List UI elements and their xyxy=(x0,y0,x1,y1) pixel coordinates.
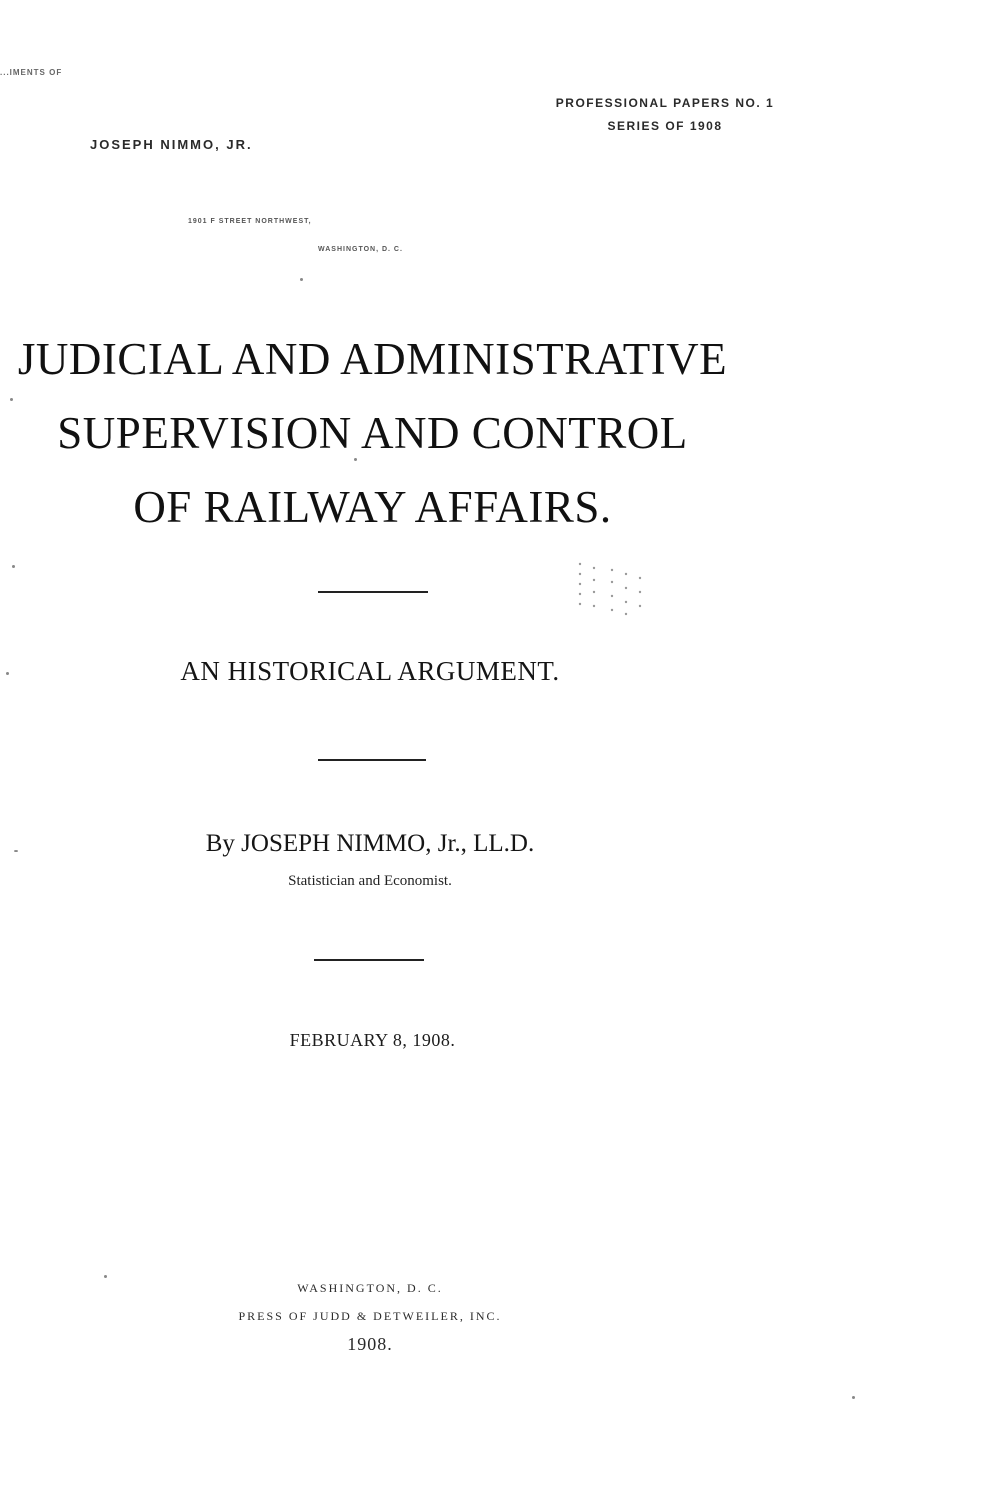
address-line-1: 1901 F STREET NORTHWEST, xyxy=(188,218,312,225)
divider-rule-2 xyxy=(318,759,426,761)
series-line-2: SERIES OF 1908 xyxy=(607,119,723,133)
imprint-press: PRESS OF JUDD & DETWEILER, INC. xyxy=(238,1309,502,1323)
document-title xyxy=(0,322,745,544)
divider-rule-3 xyxy=(314,959,424,961)
paper-speck xyxy=(300,278,303,281)
subtitle: AN HISTORICAL ARGUMENT. xyxy=(180,656,560,686)
author-byline: By JOSEPH NIMMO, Jr., LL.D. xyxy=(205,830,535,857)
author-stamp: JOSEPH NIMMO, JR. xyxy=(90,137,253,152)
paper-speck xyxy=(354,458,357,461)
corner-stamp: ...IMENTS OF xyxy=(0,68,63,77)
series-stamp xyxy=(520,92,810,138)
title-line-2: SUPERVISION AND CONTROL xyxy=(57,408,688,458)
series-line-1: PROFESSIONAL PAPERS NO. 1 xyxy=(555,96,775,110)
author-profession: Statistician and Economist. xyxy=(288,873,452,889)
address-line-2: WASHINGTON, D. C. xyxy=(318,246,403,253)
paper-speck xyxy=(852,1396,855,1399)
paper-speck xyxy=(12,565,15,568)
divider-rule-1 xyxy=(318,591,428,593)
paper-speck xyxy=(6,672,9,675)
publication-date: FEBRUARY 8, 1908. xyxy=(289,1030,456,1050)
imprint-city: WASHINGTON, D. C. xyxy=(297,1281,443,1295)
imprint xyxy=(0,1274,740,1358)
title-line-1: JUDICIAL AND ADMINISTRATIVE xyxy=(17,334,728,384)
paper-speck xyxy=(10,398,13,401)
paper-speck xyxy=(14,850,18,852)
paper-speck xyxy=(104,1275,107,1278)
faint-dot-pattern xyxy=(576,560,646,620)
imprint-year: 1908. xyxy=(347,1334,393,1354)
title-line-3: OF RAILWAY AFFAIRS. xyxy=(133,482,612,532)
